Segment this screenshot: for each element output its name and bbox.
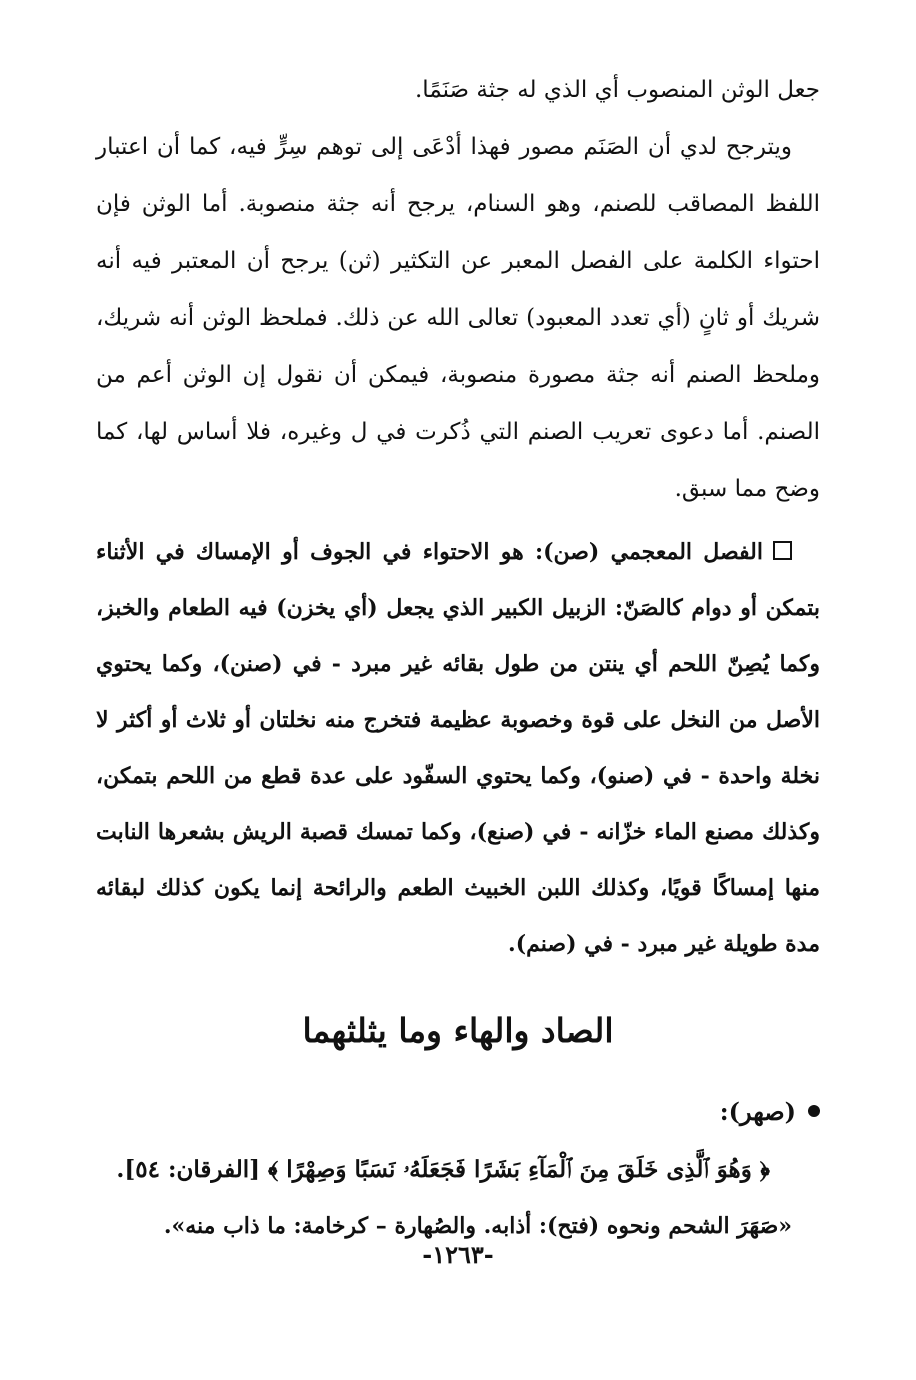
quran-verse: ﴿ وَهُوَ ٱلَّذِى خَلَقَ مِنَ ٱلْمَآءِ بَشَرًا فَجَعَلَهُۥ نَسَبًا وَصِهْرًا ﴾ [الفرقان: ٥٤]. [116,1156,770,1183]
entry-definition: «صَهَرَ الشحم ونحوه (فتح): أذابه. والصُهارة – كرخامة: ما ذاب منه». [163,1213,792,1239]
lexical-chapter-section [96,524,820,972]
lexical-chapter-text: الفصل المعجمي (صن): هو الاحتواء في الجوف أو الإمساك في الأثناء بتمكن أو دوام كالصَنّ: الزبيل الكبير الذي يجعل (أي يخزن) فيه الطعام والخبز، وكما يُصِنّ اللحم أي ينتن من طول بقائه غير مبرد - في (صنن)، وكما يحتوي الأصل من النخل على قوة وخصوبة عظيمة فتخرج منه نخلتان أو ثلاث أو أكثر لا نخلة واحدة - في (صنو)، وكما يحتوي السفّود على عدة قطع من اللحم بتمكن، وكذلك مصنع الماء خزّانه - في (صنع)، وكما تمسك قصبة الريش بشعرها النابت منها إمساكًا قويًا، وكذلك اللبن الخبيث الطعم والرائحة إنما يكون كذلك لبقائه مدة طويلة غير مبرد - في (صنم). [96,539,820,957]
entry-headword [96,1086,820,1138]
entry-headword-text: (صهر): [719,1097,796,1126]
page-body [96,62,820,1254]
paragraph-continuation: جعل الوثن المنصوب أي الذي له جثة صَنَمًا. [415,77,820,103]
square-box-icon [773,541,792,560]
bullet-icon [808,1105,820,1117]
page-number: -١٢٦٣- [422,1240,494,1269]
paragraph-idol-discussion: ويترجح لدي أن الصَنَم مصور فهذا أدْعَى إلى توهم سِرٍّ فيه، كما أن اعتبار اللفظ المصاقب للصنم، وهو السنام، يرجح أنه جثة منصوبة. أما الوثن فإن احتواء الكلمة على الفصل المعبر عن التكثير (ثن) يرجح أن المعتبر فيه أنه شريك أو ثانٍ (أي تعدد المعبود) تعالى الله عن ذلك. فملحظ الوثن أنه شريك، وملحظ الصنم أنه جثة مصورة منصوبة، فيمكن أن نقول إن الوثن أعم من الصنم. أما دعوى تعريب الصنم التي ذُكرت في ل وغيره، فلا أساس لها، كما وضح مما سبق. [96,134,820,502]
section-heading: الصاد والهاء وما يثلثهما [302,1011,614,1050]
